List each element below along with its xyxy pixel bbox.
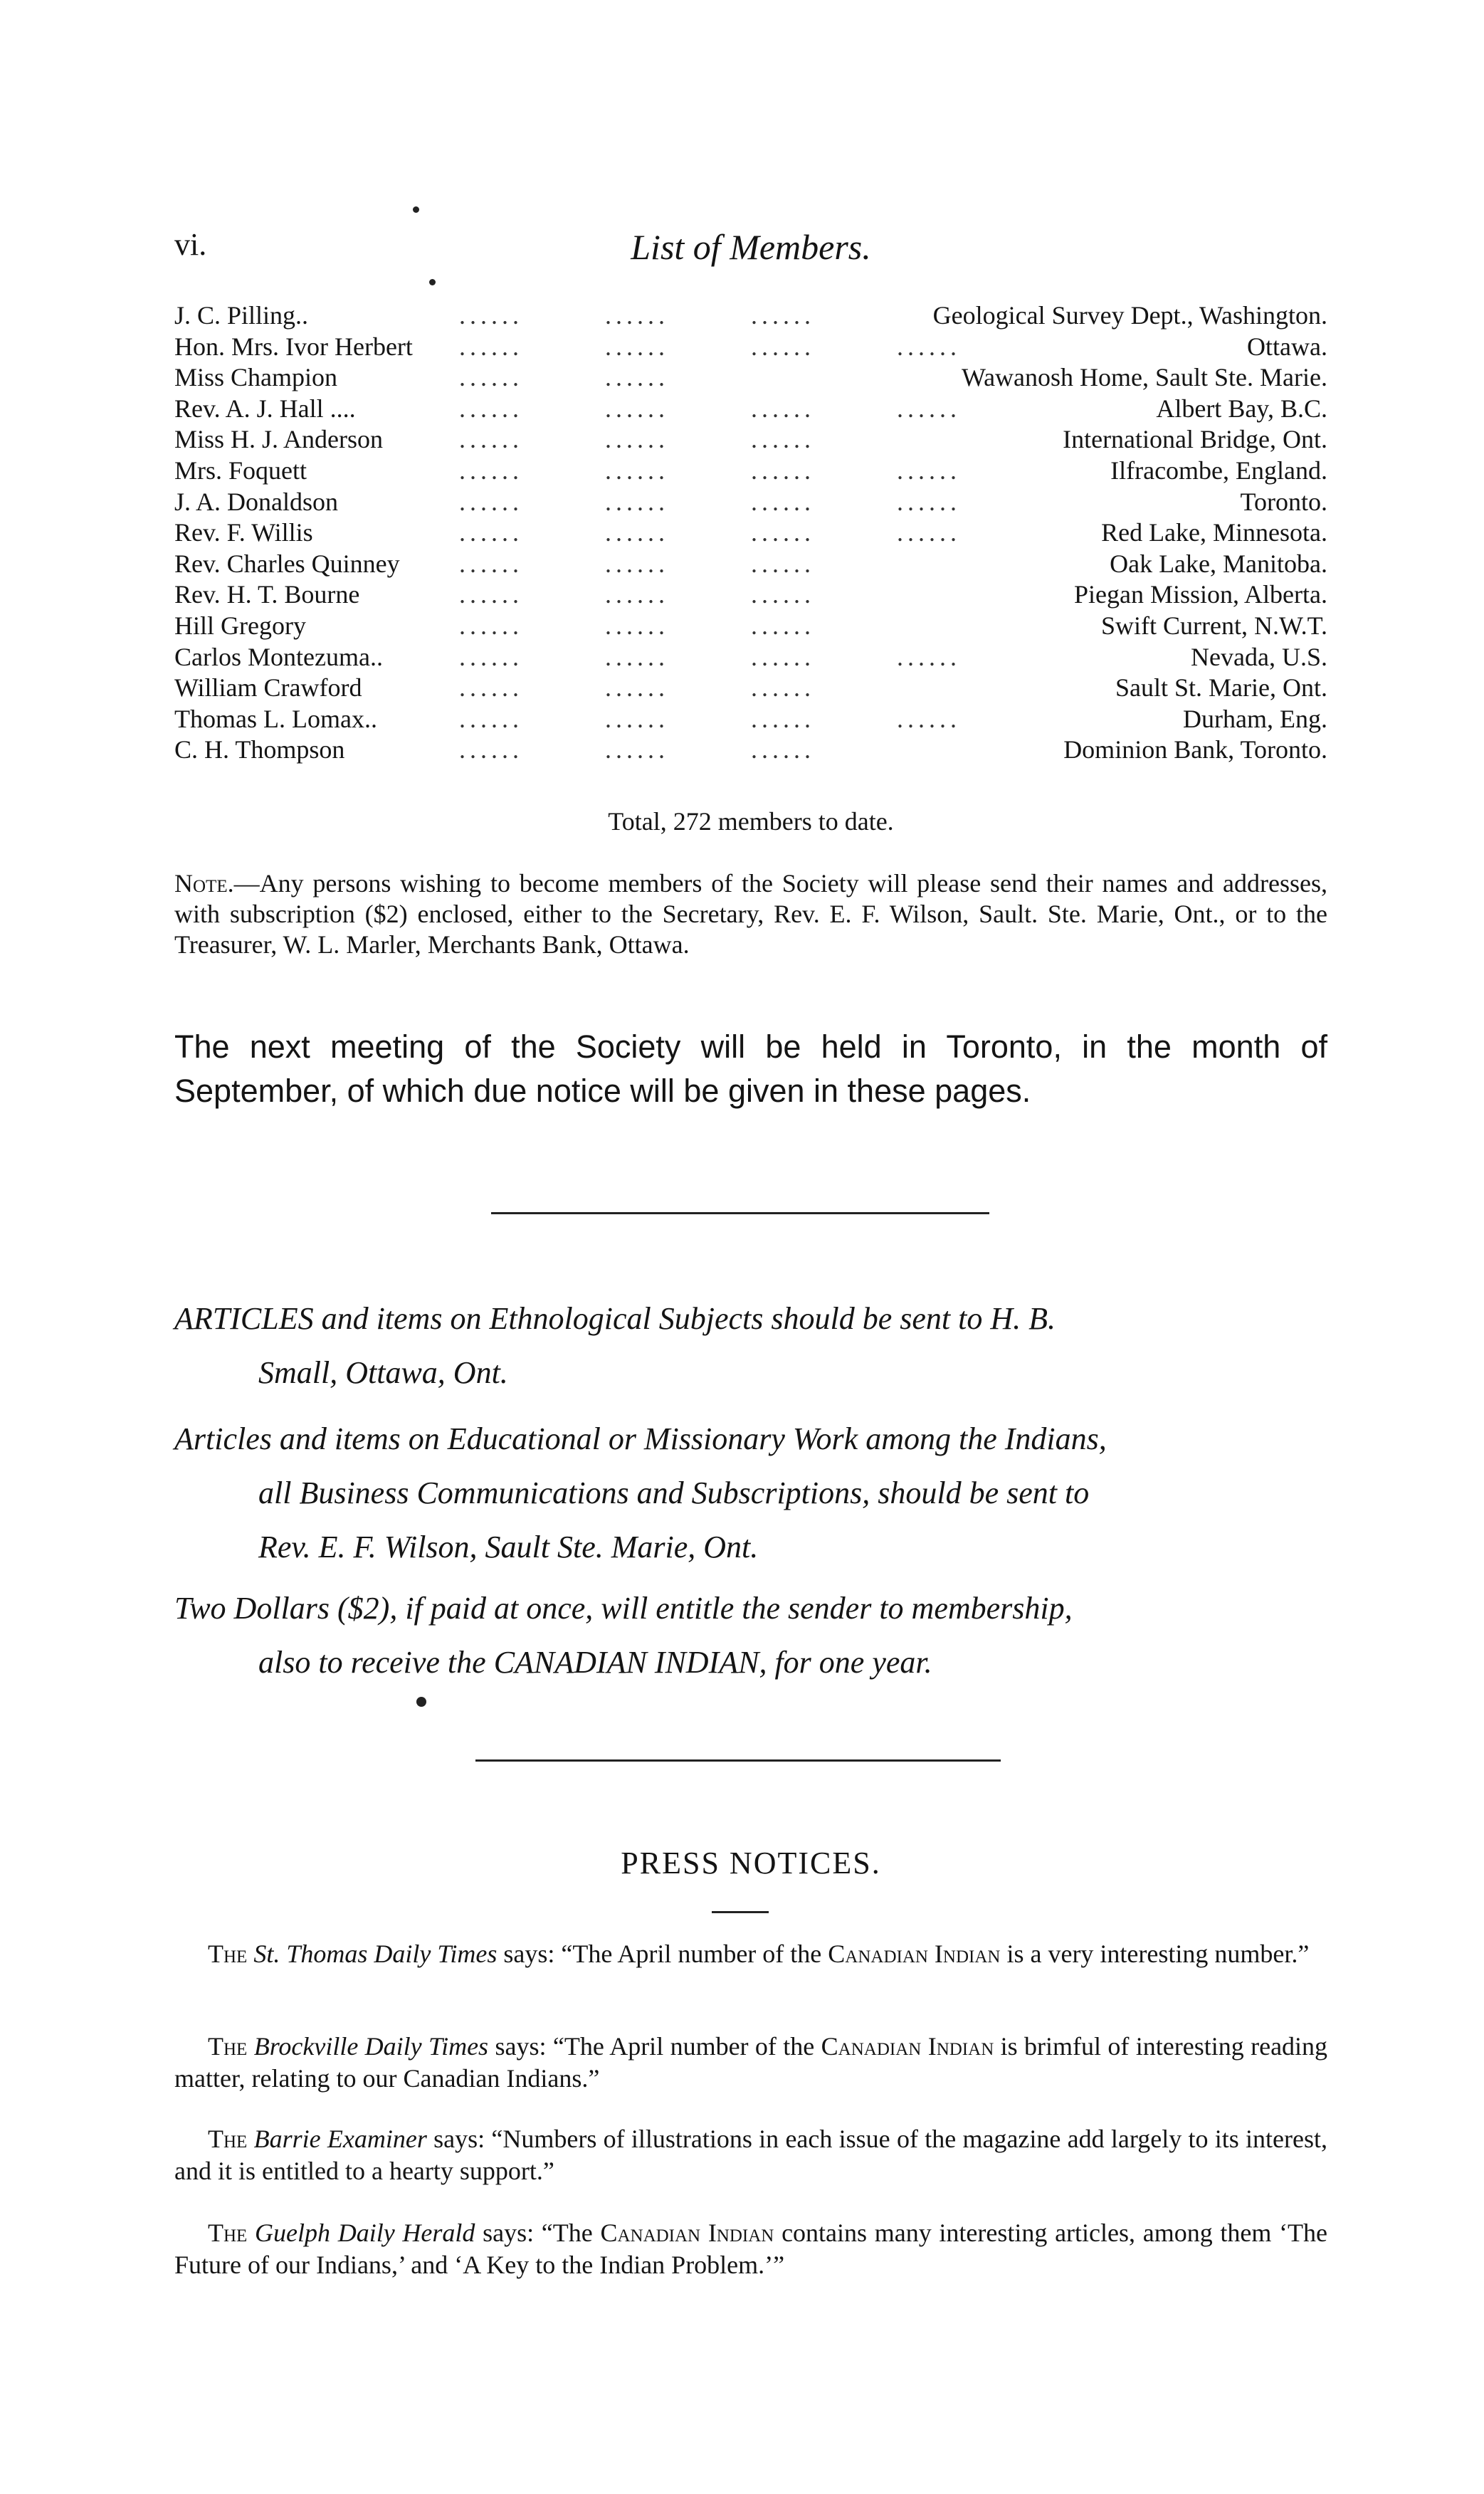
press-notice	[174, 2123, 1327, 2187]
leader-dots: ...... ...... ...... ......	[459, 487, 961, 516]
notice-line: Two Dollars ($2), if paid at once, will entitle the sender to membership,	[174, 1591, 1073, 1626]
member-row	[174, 394, 1327, 425]
member-row	[174, 611, 1327, 642]
leader-dots: ...... ...... ......	[459, 301, 815, 330]
notice-line: also to receive the CANADIAN INDIAN, for one year.	[258, 1645, 932, 1680]
running-head	[174, 226, 1327, 269]
member-address: Toronto.	[1235, 487, 1327, 518]
press-notice	[174, 1938, 1327, 1970]
print-speck	[413, 206, 419, 213]
newspaper-name: Barrie Examiner	[253, 2125, 427, 2153]
member-name: Hon. Mrs. Ivor Herbert	[174, 332, 413, 361]
leader-dots: ...... ...... ......	[459, 611, 815, 640]
leader-dots: ...... ...... ...... ......	[459, 456, 961, 485]
notice-line: Articles and items on Educational or Missionary Work among the Indians,	[174, 1421, 1107, 1456]
newspaper-name: Brockville Daily Times	[253, 2032, 489, 2061]
notice-line: Small, Ottawa, Ont.	[258, 1355, 508, 1390]
member-row	[174, 332, 1327, 363]
member-address: Dominion Bank, Toronto.	[1058, 735, 1327, 766]
member-list	[174, 300, 1327, 766]
page-title: List of Members.	[631, 227, 871, 267]
notice-the: The	[208, 2125, 248, 2153]
press-notice	[174, 2031, 1327, 2095]
section-divider	[491, 1212, 989, 1214]
notice-line: Rev. E. F. Wilson, Sault Ste. Marie, Ont.	[258, 1530, 759, 1564]
notice-says: says:	[433, 2125, 485, 2153]
membership-offer-notice	[174, 1582, 1327, 1690]
missionary-articles-notice	[174, 1412, 1327, 1574]
member-address: Albert Bay, B.C.	[1150, 394, 1327, 425]
member-name: Rev. Charles Quinney	[174, 549, 400, 578]
note-label: Note.	[174, 869, 234, 898]
member-name: Mrs. Foquett	[174, 456, 307, 485]
member-address: Ottawa.	[1241, 332, 1327, 363]
member-row	[174, 673, 1327, 704]
member-name: William Crawford	[174, 673, 362, 703]
print-speck	[416, 1697, 426, 1707]
members-total: Total, 272 members to date.	[608, 807, 894, 836]
leader-dots: ...... ...... ......	[459, 735, 815, 764]
leader-dots: ...... ...... ......	[459, 425, 815, 454]
press-notices-heading: PRESS NOTICES.	[621, 1846, 881, 1880]
magazine-name: Canadian Indian	[821, 2032, 994, 2061]
newspaper-name: St. Thomas Daily Times	[253, 1940, 498, 1968]
leader-dots: ...... ...... ...... ......	[459, 394, 961, 423]
page-number: vi.	[174, 227, 207, 262]
section-divider	[475, 1759, 1001, 1762]
member-name: Rev. F. Willis	[174, 518, 313, 547]
member-address: Swift Current, N.W.T.	[1095, 611, 1327, 642]
member-name: Rev. A. J. Hall ....	[174, 394, 356, 423]
magazine-name: Canadian Indian	[600, 2219, 774, 2247]
member-row	[174, 549, 1327, 580]
notice-the: The	[208, 2219, 248, 2247]
member-address: Nevada, U.S.	[1185, 642, 1327, 673]
member-row	[174, 735, 1327, 766]
member-row	[174, 642, 1327, 673]
member-address: Geological Survey Dept., Washington.	[927, 300, 1327, 332]
ethnological-articles-notice	[174, 1292, 1327, 1400]
notice-says: says:	[495, 2032, 547, 2061]
member-name: Carlos Montezuma..	[174, 642, 383, 671]
member-row	[174, 362, 1327, 394]
heading-rule	[712, 1911, 769, 1913]
member-row	[174, 424, 1327, 456]
member-name: J. A. Donaldson	[174, 487, 339, 516]
leader-dots: ...... ...... ...... ......	[459, 332, 961, 361]
note-text: —Any persons wishing to become members of the Society will please send their names and addresses, with subscription ($2) enclosed, either to the Secretary, Rev. E. F. Wilson, Sault. Ste. Marie, Ont., or to the Treasurer, W. L. Marler, Merchants Bank, Ottawa.	[174, 869, 1327, 959]
member-address: Durham, Eng.	[1177, 704, 1327, 735]
member-row	[174, 487, 1327, 518]
member-name: Miss Champion	[174, 363, 338, 392]
notice-line: all Business Communications and Subscriptions, should be sent to	[258, 1475, 1090, 1510]
notice-quote: “The April number of the	[561, 1940, 822, 1968]
notice-quote-rest: is a very interesting number.”	[1006, 1940, 1310, 1968]
newspaper-name: Guelph Daily Herald	[255, 2219, 475, 2247]
leader-dots: ...... ...... ...... ......	[459, 642, 961, 671]
notice-quote: “Numbers of illustrations in each issue of the	[491, 2125, 957, 2153]
notice-line: ARTICLES and items on Ethnological Subjects should be sent to H. B.	[174, 1301, 1056, 1336]
magazine-name: Canadian Indian	[828, 1940, 1001, 1968]
leader-dots: ...... ...... ......	[459, 673, 815, 703]
notice-quote: “The April number of the	[552, 2032, 815, 2061]
notice-quote-rest: contains many interesting articles, among them ‘The Future of our Indians,’ and ‘A Key to the Indian Problem.’”	[174, 2219, 1328, 2279]
member-row	[174, 579, 1327, 611]
press-notice	[174, 2217, 1327, 2281]
notice-quote: “The	[541, 2219, 593, 2247]
member-name: C. H. Thompson	[174, 735, 345, 764]
notice-says: says:	[483, 2219, 535, 2247]
notice-the: The	[208, 1940, 248, 1968]
leader-dots: ...... ......	[459, 363, 669, 392]
member-address: Piegan Mission, Alberta.	[1068, 579, 1327, 611]
leader-dots: ...... ...... ...... ......	[459, 518, 961, 547]
member-address: Wawanosh Home, Sault Ste. Marie.	[956, 362, 1327, 394]
member-name: Rev. H. T. Bourne	[174, 580, 360, 609]
notice-says: says:	[503, 1940, 555, 1968]
member-name: Thomas L. Lomax..	[174, 704, 377, 733]
print-speck	[429, 279, 436, 285]
meeting-announcement: The next meeting of the Society will be held in Toronto, in the month of September, of which due notice will be given in these pages.	[174, 1028, 1327, 1109]
member-address: Ilfracombe, England.	[1105, 456, 1327, 487]
member-address: Red Lake, Minnesota.	[1095, 517, 1327, 549]
member-name: J. C. Pilling..	[174, 301, 309, 330]
member-address: International Bridge, Ont.	[1057, 424, 1327, 456]
notice-quote-rest: magazine add largely to its interest, and it is entitled to a hearty support.”	[174, 2125, 1328, 2185]
notice-the: The	[208, 2032, 248, 2061]
member-row	[174, 517, 1327, 549]
notice-quote-rest: is brimful of interesting reading matter, relating to our Canadian Indians.”	[174, 2032, 1328, 2093]
member-row	[174, 456, 1327, 487]
member-address: Sault St. Marie, Ont.	[1110, 673, 1327, 704]
member-row	[174, 704, 1327, 735]
member-address: Oak Lake, Manitoba.	[1104, 549, 1327, 580]
member-row	[174, 300, 1327, 332]
leader-dots: ...... ...... ......	[459, 580, 815, 609]
leader-dots: ...... ...... ...... ......	[459, 704, 961, 733]
membership-note	[174, 868, 1327, 960]
leader-dots: ...... ...... ......	[459, 549, 815, 578]
member-name: Hill Gregory	[174, 611, 306, 640]
member-name: Miss H. J. Anderson	[174, 425, 384, 454]
